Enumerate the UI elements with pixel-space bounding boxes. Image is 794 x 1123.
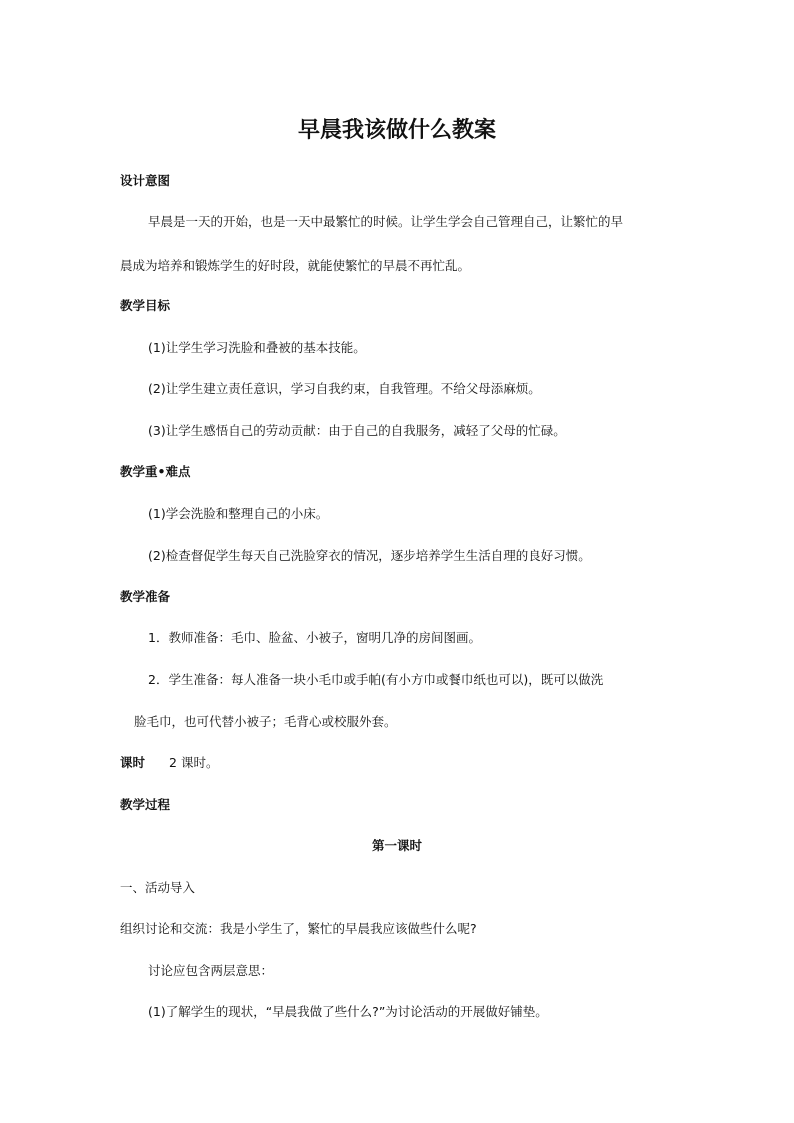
heading-objectives: 教学目标: [120, 298, 171, 313]
key-point-item-2: (2)检查督促学生每天自己洗脸穿衣的情况，逐步培养学生生活自理的良好习惯。: [148, 548, 591, 563]
document-title: 早晨我该做什么教案: [297, 118, 496, 143]
discussion-meaning: 讨论应包含两层意思：: [148, 963, 274, 978]
section-activity-intro: 一、活动导入: [120, 880, 196, 895]
preparation-item-2-line-2: 脸毛巾，也可代替小被子；毛背心或校服外套。: [134, 714, 397, 729]
heading-design-intent: 设计意图: [120, 173, 171, 188]
objective-item-1: (1)让学生学习洗脸和叠被的基本技能。: [148, 340, 366, 355]
heading-process: 教学过程: [120, 797, 171, 812]
class-hours-value: 2 课时。: [169, 755, 219, 770]
lesson-title: 第一课时: [371, 838, 422, 853]
objective-item-3: (3)让学生感悟自己的劳动贡献：由于自己的自我服务，减轻了父母的忙碌。: [148, 423, 566, 438]
discussion-point-1: (1)了解学生的现状，“早晨我做了些什么?”为讨论活动的开展做好铺垫。: [148, 1004, 548, 1019]
design-intent-line-2: 晨成为培养和锻炼学生的好时段，就能使繁忙的早晨不再忙乱。: [120, 258, 471, 273]
key-point-item-1: (1)学会洗脸和整理自己的小床。: [148, 506, 329, 521]
class-hours-label: 课时: [120, 755, 146, 770]
preparation-item-2-line-1: 2．学生准备：每人准备一块小毛巾或手帕(有小方巾或餐巾纸也可以)，既可以做洗: [148, 672, 604, 687]
objective-item-2: (2)让学生建立责任意识，学习自我约束，自我管理。不给父母添麻烦。: [148, 381, 541, 396]
heading-preparation: 教学准备: [120, 589, 171, 604]
heading-key-points: 教学重•难点: [120, 464, 191, 479]
discussion-prompt: 组织讨论和交流：我是小学生了，繁忙的早晨我应该做些什么呢?: [120, 921, 477, 936]
design-intent-line-1: 早晨是一天的开始，也是一天中最繁忙的时候。让学生学会自己管理自己，让繁忙的早: [148, 214, 624, 229]
preparation-item-1: 1．教师准备：毛巾、脸盆、小被子，窗明几净的房间图画。: [148, 630, 481, 645]
class-hours-line: [120, 755, 218, 771]
